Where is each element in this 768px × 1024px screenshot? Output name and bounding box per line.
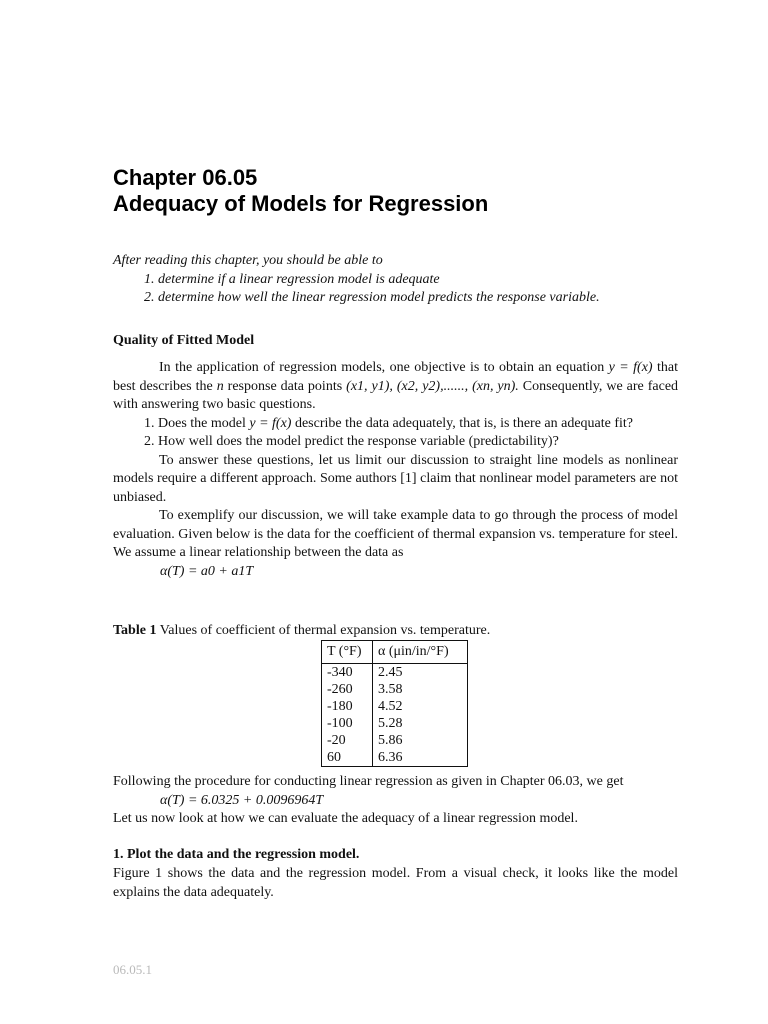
- table-header-row: [322, 641, 468, 664]
- fitted-equation: α(T) = 6.0325 + 0.0096964T: [160, 792, 324, 808]
- model-equation: α(T) = a0 + a1T: [160, 563, 254, 579]
- objective-item: 2. determine how well the linear regression model predicts the response variable.: [158, 289, 678, 308]
- page-number: 06.05.1: [113, 962, 152, 977]
- table-row: [322, 715, 468, 732]
- cell-alpha: 4.52: [373, 698, 468, 715]
- cell-alpha: 5.28: [373, 715, 468, 732]
- cell-alpha: 6.36: [373, 749, 468, 767]
- column-header-alpha: α (μin/in/°F): [373, 641, 468, 664]
- text-run: Consequently, we are faced with answering two basic questions.: [113, 378, 679, 412]
- cell-temperature: -100: [322, 715, 373, 732]
- table-row: [322, 732, 468, 749]
- chapter-number: Chapter 06.05: [113, 165, 258, 190]
- cell-temperature: -180: [322, 698, 373, 715]
- cell-temperature: 60: [322, 749, 373, 767]
- table-caption: [113, 623, 490, 639]
- question-list: [113, 415, 678, 452]
- section-heading-quality: Quality of Fitted Model: [113, 333, 255, 348]
- data-points-notation: (x1, y1), (x2, y2),......, (xn, yn).: [346, 378, 519, 394]
- section-body: [113, 359, 678, 581]
- section-heading-plot: 1. Plot the data and the regression model.: [113, 847, 360, 862]
- text-run: that best describes the: [113, 360, 679, 394]
- data-table: [321, 640, 468, 767]
- equation-inline: y = f(x): [249, 415, 292, 431]
- text-run: response data points: [227, 378, 343, 394]
- column-header-temperature: T (°F): [322, 641, 373, 664]
- objective-item: 1. determine if a linear regression model is adequate: [158, 271, 678, 290]
- cell-temperature: -260: [322, 681, 373, 698]
- chapter-title: Adequacy of Models for Regression: [113, 191, 489, 216]
- paragraph-figure: Figure 1 shows the data and the regression model. From a visual check, it looks like the model explains the data adequately.: [113, 866, 678, 900]
- equation-inline: y = f(x): [608, 360, 653, 375]
- objectives-intro: After reading this chapter, you should be able to: [113, 253, 383, 268]
- paragraph-intro: [113, 359, 678, 415]
- cell-alpha: 3.58: [373, 681, 468, 698]
- cell-temperature: -20: [322, 732, 373, 749]
- text-run: Does the model: [158, 415, 246, 431]
- text-run: describe the data adequately, that is, is there an adequate fit?: [294, 415, 634, 431]
- table-row: [322, 698, 468, 715]
- table-row: [322, 681, 468, 698]
- section-body-plot: [113, 865, 678, 902]
- paragraph-scope: To answer these questions, let us limit our discussion to straight line models as nonlinear models require a different approach. Some authors [1] claim that nonlinear model parameters are not unbiased.: [113, 452, 678, 505]
- question-item: 2. How well does the model predict the response variable (predictability)?: [158, 433, 678, 452]
- paragraph-adequacy: Let us now look at how we can evaluate the adequacy of a linear regression model.: [113, 811, 578, 826]
- table-row: [322, 749, 468, 767]
- table-caption-text: Values of coefficient of thermal expansion vs. temperature.: [159, 623, 491, 638]
- question-item: [158, 415, 678, 434]
- table-label: Table 1: [113, 623, 157, 638]
- section-body-continued: [113, 773, 678, 829]
- table-row: [322, 664, 468, 682]
- variable-n: n: [216, 378, 224, 394]
- objectives-list: [113, 271, 678, 308]
- cell-alpha: 2.45: [373, 664, 468, 682]
- cell-temperature: -340: [322, 664, 373, 682]
- cell-alpha: 5.86: [373, 732, 468, 749]
- paragraph-procedure: Following the procedure for conducting linear regression as given in Chapter 06.03, we get: [113, 774, 624, 789]
- paragraph-example: To exemplify our discussion, we will take example data to go through the process of model evaluation. Given below is the data for the coefficient of thermal expansion vs. temperature for steel. We assume a linear relationship between the data as: [113, 508, 678, 560]
- text-run: In the application of regression models, one objective is to obtain an equation: [159, 360, 605, 375]
- learning-objectives: [113, 252, 678, 308]
